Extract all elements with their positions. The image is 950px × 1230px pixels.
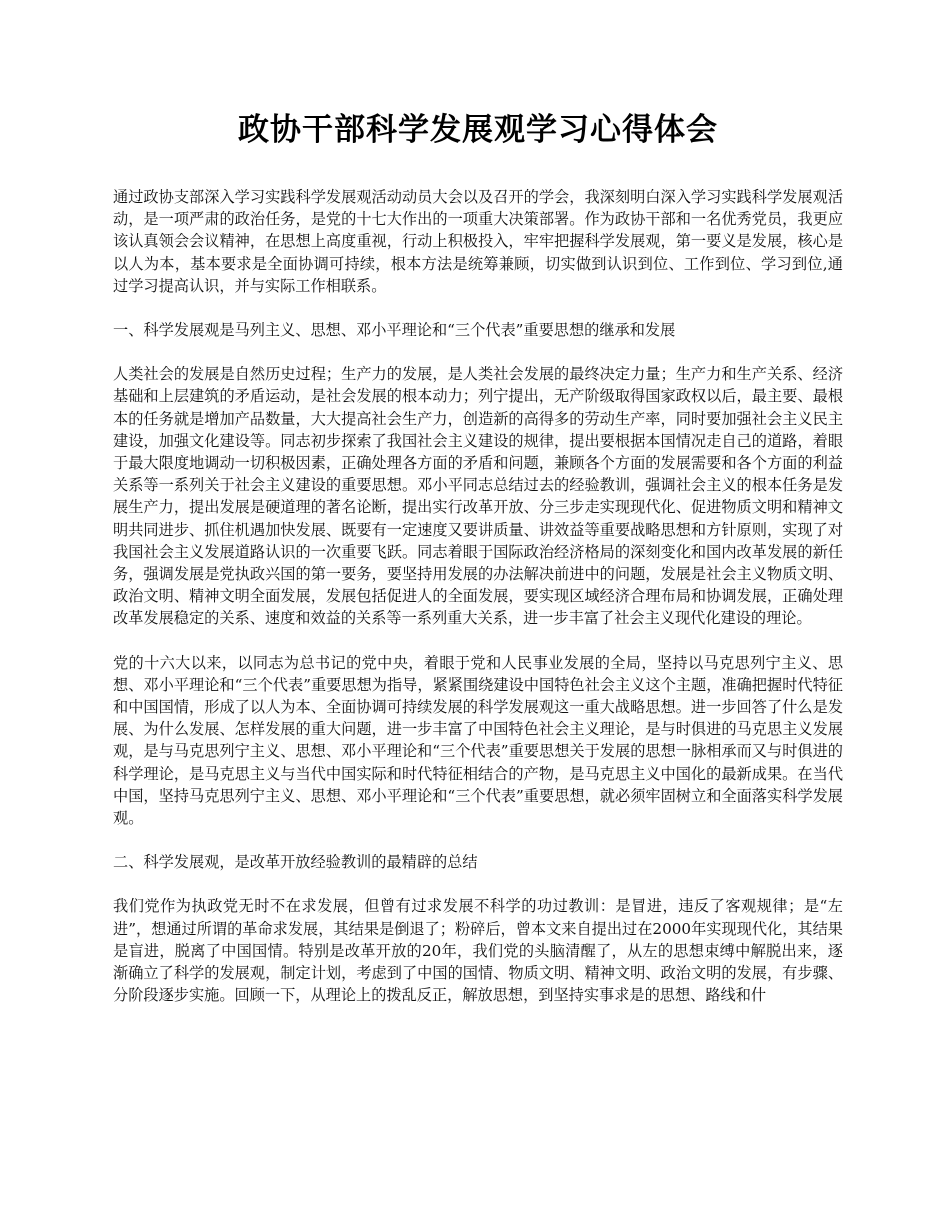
- document-page: [113, 108, 843, 1029]
- section-heading-1: 一、科学发展观是马列主义、思想、邓小平理论和“三个代表”重要思想的继承和发展: [113, 321, 676, 340]
- paragraph-section-2-a: 我们党作为执政党无时不在求发展，但曾有过求发展不科学的功过教训：是冒进，违反了客观规律；是“左进”，想通过所谓的革命求发展，其结果是倒退了；粉碎后，曾本文来自提出过在2000年实现现代化，其结果是盲进，脱离了中国国情。特别是改革开放的20年，我们党的头脑清醒了，从左的思想束缚中解脱出来，逐渐确立了科学的发展观，制定计划，考虑到了中国的国情、物质文明、精神文明、政治文明的发展，有步骤、分阶段逐步实施。回顾一下，从理论上的拨乱反正，解放思想，到坚持实事求是的思想、路线和什: [113, 897, 843, 1005]
- paragraph-intro: 通过政协支部深入学习实践科学发展观活动动员大会以及召开的学会，我深刻明白深入学习实践科学发展观活动，是一项严肃的政治任务，是党的十七大作出的一项重大决策部署。作为政协干部和一名优秀党员，我更应该认真领会会议精神，在思想上高度重视，行动上积极投入，牢牢把握科学发展观，第一要义是发展，核心是以人为本，基本要求是全面协调可持续，根本方法是统筹兼顾，切实做到认识到位、工作到位、学习到位,通过学习提高认识，并与实际工作相联系。: [113, 188, 843, 295]
- document-title: 政协干部科学发展观学习心得体会: [238, 112, 718, 148]
- paragraph-section-1-b: 党的十六大以来，以同志为总书记的党中央，着眼于党和人民事业发展的全局，坚持以马克思列宁主义、思想、邓小平理论和“三个代表”重要思想为指导，紧紧围绕建设中国特色社会主义这个主题，准确把握时代特征和中国国情，形成了以人为本、全面协调可持续发展的科学发展观这一重大战略思想。进一步回答了什么是发展、为什么发展、怎样发展的重大问题，进一步丰富了中国特色社会主义理论，是与时俱进的马克思主义发展观，是与马克思列宁主义、思想、邓小平理论和“三个代表”重要思想关于发展的思想一脉相承而又与时俱进的科学理论，是马克思主义与当代中国实际和时代特征相结合的产物，是马克思主义中国化的最新成果。在当代中国，坚持马克思列宁主义、思想、邓小平理论和“三个代表”重要思想，就必须牢固树立和全面落实科学发展观。: [113, 653, 843, 828]
- section-heading-2: 二、科学发展观，是改革开放经验教训的最精辟的总结: [113, 853, 478, 872]
- paragraph-section-1-a: 人类社会的发展是自然历史过程；生产力的发展，是人类社会发展的最终决定力量；生产力和生产关系、经济基础和上层建筑的矛盾运动，是社会发展的根本动力；列宁提出，无产阶级取得国家政权以后，最主要、最根本的任务就是增加产品数量，大大提高社会生产力，创造新的高得多的劳动生产率，同时要加强社会主义民主建设，加强文化建设等。同志初步探索了我国社会主义建设的规律，提出要根据本国情况走自己的道路，着眼于最大限度地调动一切积极因素，正确处理各方面的矛盾和问题，兼顾各个方面的发展需要和各个方面的利益关系等一系列关于社会主义建设的重要思想。邓小平同志总结过去的经验教训，强调社会主义的根本任务是发展生产力，提出发展是硬道理的著名论断，提出实行改革开放、分三步走实现现代化、促进物质文明和精神文明共同进步、抓住机遇加快发展、既要有一定速度又要讲质量、讲效益等重要战略思想和方针原则，实现了对我国社会主义发展道路认识的一次重要飞跃。同志着眼于国际政治经济格局的深刻变化和国内改革发展的新任务，强调发展是党执政兴国的第一要务，要坚持用发展的办法解决前进中的问题，发展是社会主义物质文明、政治文明、精神文明全面发展，发展包括促进人的全面发展，要实现区域经济合理布局和协调发展，正确处理改革发展稳定的关系、速度和效益的关系等一系列重大关系，进一步丰富了社会主义现代化建设的理论。: [113, 365, 843, 628]
